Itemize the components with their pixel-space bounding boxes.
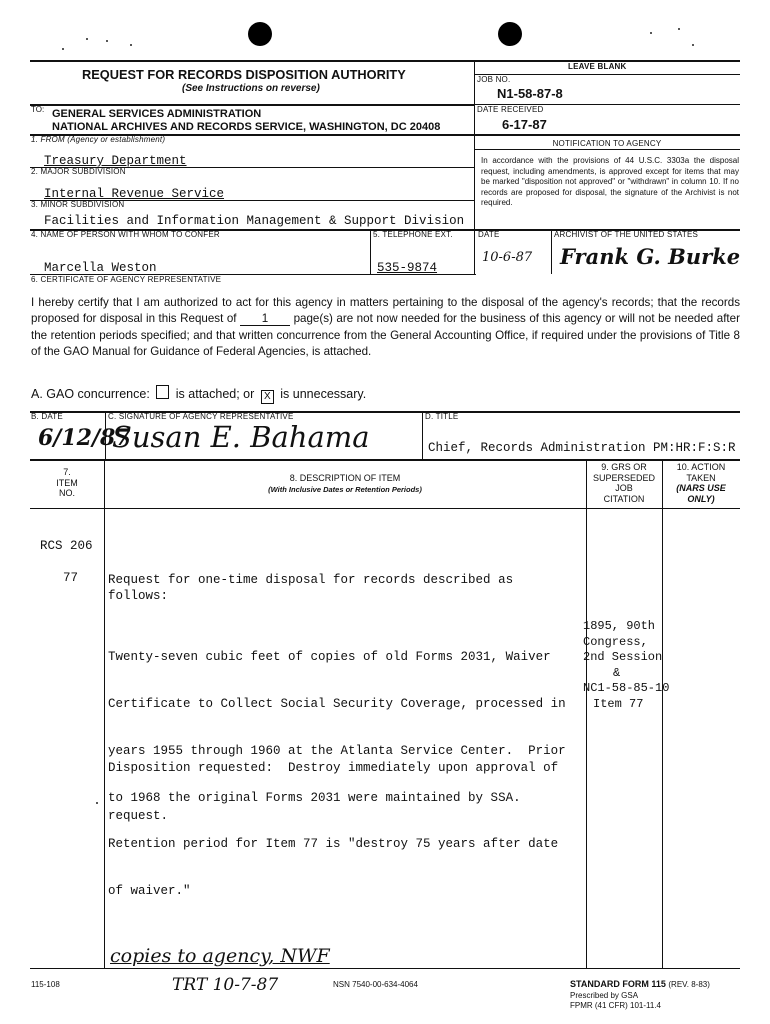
sign-date-label: B. DATE (31, 412, 63, 421)
notification-text: In accordance with the provisions of 44 U.S.C. 3303a the disposal request, including amendments, is approved except for items that may be marked "disposition not approved" or "withdrawn" in column 10. If no records are proposed for disposal, the signature of the Archivist is not required. (481, 156, 739, 208)
col9-line3: JOB (615, 483, 633, 494)
col10-line2: TAKEN (686, 472, 716, 483)
approval-date-label: DATE (478, 230, 500, 239)
citation-line: & (613, 665, 621, 680)
to-line-2: NATIONAL ARCHIVES AND RECORDS SERVICE, WASHINGTON, DC 20408 (52, 121, 441, 133)
divider (551, 229, 552, 274)
speck (106, 40, 108, 42)
column-header-citation (586, 462, 662, 504)
citation-line: Item 77 (593, 696, 644, 711)
leave-blank-heading: LEAVE BLANK (568, 62, 627, 71)
column-divider-7 (104, 459, 105, 968)
date-received-label: DATE RECEIVED (477, 105, 544, 114)
phone-value: 535-9874 (377, 261, 438, 275)
speck (692, 44, 694, 46)
footer-nsn: NSN 7540-00-634-4064 (333, 980, 418, 989)
gao-unnecessary-label: is unnecessary. (280, 387, 367, 401)
speck (650, 32, 652, 34)
footer-fpmr: FPMR (41 CFR) 101-11.4 (570, 1001, 661, 1010)
archivist-label: ARCHIVIST OF THE UNITED STATES (554, 230, 699, 239)
divider (370, 229, 371, 274)
disposition-line-2: request. (108, 809, 169, 823)
sign-date-value: 6/12/87 (38, 425, 131, 451)
schedule-number: RCS 206 (40, 539, 93, 553)
citation-line: 1895, 90th (583, 619, 656, 633)
archivist-signature: Frank G. Burke (560, 244, 741, 269)
footer-form-number: 115-108 (31, 980, 60, 989)
desc-line: Twenty-seven cubic feet of copies of old Forms 2031, Waiver (108, 650, 551, 665)
col10-line4: ONLY) (687, 493, 715, 504)
col9-line4: CITATION (603, 493, 645, 504)
desc-line: Retention period for Item 77 is "destroy 75 years after date (108, 837, 559, 852)
signature-label: C. SIGNATURE OF AGENCY REPRESENTATIVE (108, 412, 294, 421)
agency-signature: Susan E. Bahama (112, 420, 370, 454)
to-line-1: GENERAL SERVICES ADMINISTRATION (52, 108, 262, 120)
punch-hole-left (248, 22, 272, 46)
divider (30, 104, 474, 106)
citation-line: NC1-58-85-10 (583, 681, 670, 696)
speck (678, 28, 680, 30)
divider (422, 411, 423, 459)
intro-line-1: Request for one-time disposal for records described as (108, 573, 514, 587)
major-subdivision-label: 2. MAJOR SUBDIVISION (31, 167, 126, 176)
table-bottom (30, 968, 740, 969)
standard-form-rev: (REV. 8-83) (668, 980, 710, 989)
punch-hole-right (498, 22, 522, 46)
column-divider-9 (662, 459, 663, 968)
gao-unnecessary-checkbox[interactable]: X (261, 390, 274, 404)
pages-value: 1 (240, 313, 290, 326)
job-no-value: N1-58-87-8 (497, 86, 563, 101)
citation-line: Congress, (583, 634, 648, 649)
col10-line3: (NARS USE (676, 483, 726, 494)
certificate-text-part2: page(s) are not now needed for the business of this agency or will not be needed after the retention periods specified; and that written concurrence from the General Accounting Office, if required under the provisions of Title 8 of the GAO Manual for Guidance of Federal Agencies, is attached. (31, 312, 740, 359)
column-header-item-no (30, 467, 104, 499)
certificate-label: 6. CERTIFICATE OF AGENCY REPRESENTATIVE (31, 275, 222, 284)
col8-line1: 8. DESCRIPTION OF ITEM (289, 473, 401, 483)
major-subdivision-value: Internal Revenue Service (44, 187, 225, 201)
desc-line: of waiver." (108, 884, 191, 899)
speck (130, 44, 132, 46)
desc-line: Certificate to Collect Social Security Coverage, processed in (108, 696, 566, 711)
gao-attached-checkbox[interactable] (156, 385, 169, 399)
approval-date-value: 10-6-87 (482, 250, 533, 265)
from-value: Treasury Department (44, 154, 187, 168)
gao-prefix: A. GAO concurrence: (31, 387, 150, 401)
column-header-description (104, 473, 586, 495)
col9-line2: SUPERSEDED (592, 472, 655, 483)
minor-subdivision-label: 3. MINOR SUBDIVISION (31, 200, 125, 209)
table-top (30, 459, 740, 461)
disposition-line-1: Disposition requested: Destroy immediately upon approval of (108, 761, 559, 775)
certificate-text (31, 295, 740, 361)
desc-line: to 1968 the original Forms 2031 were maintained by SSA. (108, 790, 521, 805)
title-value: Chief, Records Administration PM:HR:F:S:R (428, 441, 736, 455)
phone-label: 5. TELEPHONE EXT. (373, 230, 453, 239)
item-number: 77 (63, 571, 79, 585)
divider-leave-blank (474, 60, 475, 274)
footer-standard-form (570, 979, 710, 989)
form-title: REQUEST FOR RECORDS DISPOSITION AUTHORITY (82, 67, 406, 82)
standard-form-label: STANDARD FORM 115 (570, 979, 666, 989)
handwritten-note-line-2: TRT 10-7-87 (172, 975, 279, 995)
from-label: 1. FROM (Agency or establishment) (31, 135, 166, 144)
speck (86, 38, 88, 40)
citation-column (583, 619, 669, 713)
gao-concurrence (31, 385, 366, 404)
speck (62, 48, 64, 50)
title-label: D. TITLE (425, 412, 459, 421)
minor-subdivision-value: Facilities and Information Management & Support Division (44, 214, 465, 228)
handwritten-note-line-1: copies to agency, NWF (110, 945, 330, 967)
form-subtitle: (See Instructions on reverse) (182, 83, 320, 94)
column-header-action (662, 462, 740, 504)
divider (474, 74, 740, 75)
confer-value: Marcella Weston (44, 261, 157, 275)
job-no-label: JOB NO. (477, 75, 511, 84)
gao-attached-label: is attached; or (175, 387, 255, 401)
notification-heading: NOTIFICATION TO AGENCY (552, 139, 662, 148)
col7-line3: NO. (58, 488, 75, 498)
frame-top (30, 60, 740, 62)
disposition-requested (108, 728, 558, 840)
to-label: TO: (31, 105, 45, 114)
desc-line: years 1955 through 1960 at the Atlanta Service Center. Prior (108, 743, 566, 758)
column-divider-8 (586, 459, 587, 968)
intro-line-2: follows: (108, 589, 169, 603)
certificate-text-part1: I hereby certify that I am authorized to act for this agency in matters pertaining to the disposal of the agency's records; that the records proposed for disposal in this Request of (31, 296, 740, 326)
speck (96, 802, 98, 804)
col8-line2: (With Inclusive Dates or Retention Periods) (268, 485, 422, 494)
col9-line1: 9. GRS OR (601, 462, 647, 472)
description-intro (108, 572, 513, 604)
confer-label: 4. NAME OF PERSON WITH WHOM TO CONFER (31, 230, 220, 239)
divider (474, 149, 740, 150)
footer-prescribed: Prescribed by GSA (570, 991, 639, 1000)
col10-line1: 10. ACTION (676, 462, 726, 472)
table-header-bottom (30, 508, 740, 509)
date-received-value: 6-17-87 (502, 117, 547, 132)
col7-line2: ITEM (56, 477, 78, 488)
col7-line1: 7. (63, 467, 71, 477)
citation-line: 2nd Session (583, 650, 663, 665)
